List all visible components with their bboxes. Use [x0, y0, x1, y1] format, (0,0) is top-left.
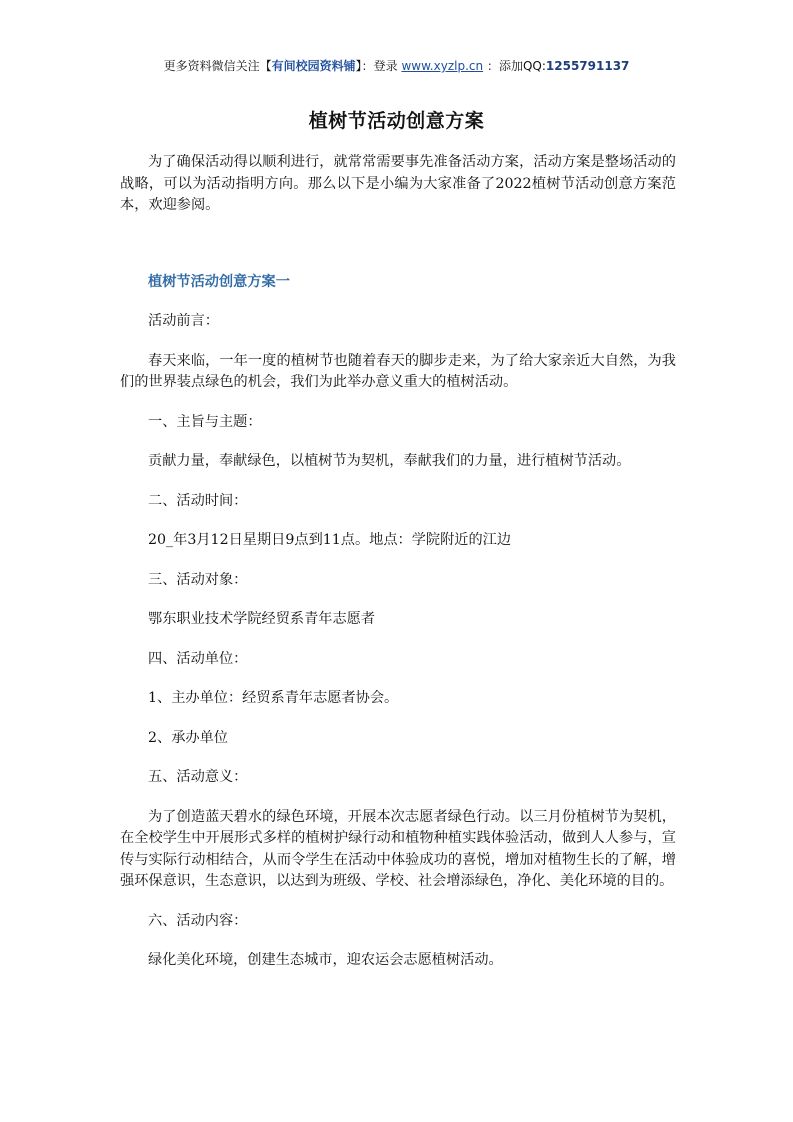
header-suffix: 】：登录 [355, 59, 398, 73]
paragraph: 2、承办单位 [148, 729, 228, 746]
header-after-site: ：添加 [486, 59, 523, 73]
paragraph: 鄂东职业技术学院经贸系青年志愿者 [148, 611, 376, 627]
intro-paragraph: 为了确保活动得以顺利进行，就常常需要事先准备活动方案，活动方案是整场活动的战略，可以为活动指明方向。那么以下是小编为大家准备了2022植树节活动创意方案范本，欢迎参阅。 [120, 154, 676, 213]
paragraph: 绿化美化环境，创建生态城市，迎农运会志愿植树活动。 [148, 952, 503, 968]
header-prefix: 更多资料微信关注【 [163, 59, 272, 73]
paragraph: 一、主旨与主题： [148, 413, 262, 430]
paragraph: 春天来临，一年一度的植树节也随着春天的脚步走来，为了给大家亲近大自然，为我们的世界装点绿色的机会，我们为此举办意义重大的植树活动。 [120, 352, 676, 390]
paragraph: 六、活动内容： [148, 912, 248, 929]
paragraph: 1、主办单位：经贸系青年志愿者协会。 [148, 690, 399, 706]
header-qq-number: 1255791137 [545, 59, 630, 73]
paragraph: 20_年3月12日星期日9点到11点。地点：学院附近的江边 [148, 532, 512, 548]
paragraph: 四、活动单位： [148, 650, 248, 667]
document-body [120, 152, 676, 972]
header-brand: 有间校园资料铺 [271, 59, 356, 73]
paragraph: 三、活动对象： [148, 571, 248, 588]
paragraph: 五、活动意义： [148, 769, 248, 785]
paragraph: 为了创造蓝天碧水的绿色环境，开展本次志愿者绿色行动。以三月份植树节为契机，在全校学生中开展形式多样的植树护绿行动和植物种植实践体验活动，做到人人参与，宣传与实际行动相结合，从而令学生在活动中体验成功的喜悦，增加对植物生长的了解，增强环保意识，生态意识，以达到为班级、学校、社会增添绿色，净化、美化环境的目的。 [120, 808, 676, 889]
paragraph: 二、活动时间： [148, 492, 248, 509]
page-header [0, 58, 793, 74]
header-qq-label: QQ: [522, 59, 546, 73]
paragraph: 贡献力量，奉献绿色，以植树节为契机，奉献我们的力量，进行植树节活动。 [148, 453, 631, 469]
section-heading: 植树节活动创意方案一 [148, 273, 290, 290]
header-site-link[interactable]: www.xyzlp.cn [401, 59, 484, 73]
paragraph: 活动前言： [148, 313, 219, 329]
document-title: 植树节活动创意方案 [308, 110, 485, 132]
